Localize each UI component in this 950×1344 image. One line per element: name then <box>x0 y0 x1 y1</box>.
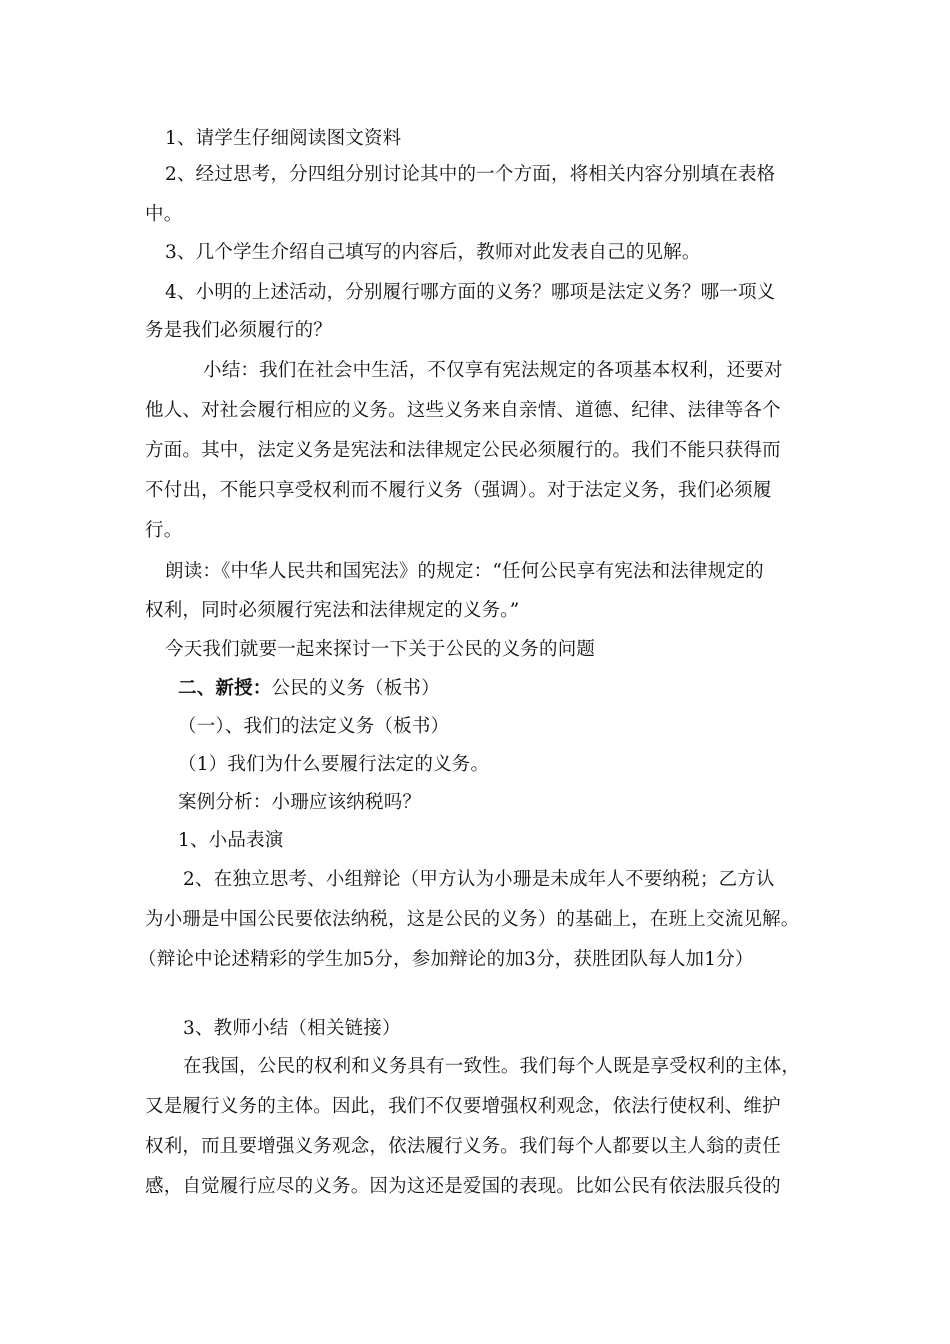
summary-line-4: 不付出，不能只享受权利而不履行义务（强调）。对于法定义务，我们必须履 <box>145 480 772 501</box>
teacher-summary-line-2: 又是履行义务的主体。因此，我们不仅要增强权利观念，依法行使权利、维护 <box>145 1096 781 1117</box>
step-2-continued-line: 中。 <box>145 204 183 225</box>
question-line: （1）我们为什么要履行法定的义务。 <box>178 754 490 775</box>
step-4-continued-line: 务是我们必须履行的？ <box>145 320 333 341</box>
summary-line-2: 他人、对社会履行相应的义务。这些义务来自亲情、道德、纪律、法律等各个 <box>145 400 781 421</box>
section-heading <box>178 677 440 701</box>
subsection-heading: （一）、我们的法定义务（板书） <box>178 716 450 737</box>
summary-line-5: 行。 <box>145 520 183 541</box>
summary-line-3: 方面。其中，法定义务是宪法和法律规定公民必须履行的。我们不能只获得而 <box>145 440 781 461</box>
teacher-summary-heading: 3、教师小结（相关链接） <box>183 1018 401 1039</box>
summary-line-1: 小结：我们在社会中生活，不仅享有宪法规定的各项基本权利，还要对 <box>203 360 783 381</box>
teacher-summary-line-4: 感，自觉履行应尽的义务。因为这还是爱国的表现。比如公民有依法服兵役的 <box>145 1176 781 1197</box>
teacher-summary-line-1: 在我国，公民的权利和义务具有一致性。我们每个人既是享受权利的主体， <box>183 1056 801 1077</box>
step-2-line: 2、经过思考，分四组分别讨论其中的一个方面，将相关内容分别填在表格 <box>165 164 776 185</box>
section-heading-label: 二、新授： <box>178 678 272 699</box>
step-3-line: 3、几个学生介绍自己填写的内容后，教师对此发表自己的见解。 <box>165 242 701 263</box>
scoring-line: （辩论中论述精彩的学生加5分，参加辩论的加3分，获胜团队每人加1分） <box>138 949 754 970</box>
reading-line-2: 权利，同时必须履行宪法和法律规定的义务。” <box>145 600 520 621</box>
debate-line-2: 为小珊是中国公民要依法纳税，这是公民的义务）的基础上，在班上交流见解。 <box>145 909 800 930</box>
intro-line: 今天我们就要一起来探讨一下关于公民的义务的问题 <box>165 639 596 660</box>
teacher-summary-line-3: 权利，而且要增强义务观念，依法履行义务。我们每个人都要以主人翁的责任 <box>145 1136 781 1157</box>
step-1-line: 1、请学生仔细阅读图文资料 <box>165 128 402 149</box>
skit-line: 1、小品表演 <box>178 830 284 851</box>
reading-line-1: 朗读：《中华人民共和国宪法》的规定：“任何公民享有宪法和法律规定的 <box>165 561 764 582</box>
section-heading-title: 公民的义务（板书） <box>271 678 440 699</box>
step-4-line: 4、小明的上述活动，分别履行哪方面的义务？哪项是法定义务？哪一项义 <box>165 282 776 303</box>
debate-line-1: 2、在独立思考、小组辩论（甲方认为小珊是未成年人不要纳税；乙方认 <box>183 869 775 890</box>
case-analysis-line: 案例分析：小珊应该纳税吗？ <box>178 792 422 813</box>
